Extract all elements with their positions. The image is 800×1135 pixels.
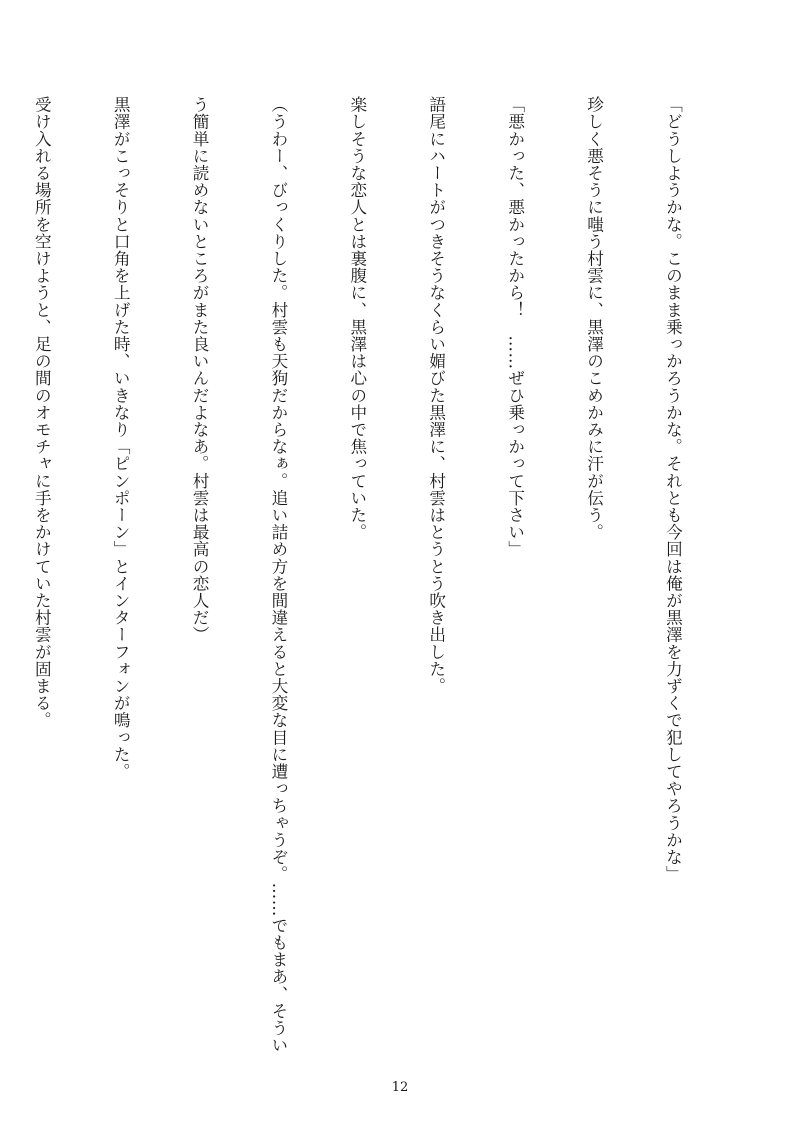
text-line: う簡単に読めないところがまた良いんだよなあ。村雲は最高の恋人だ）: [190, 96, 210, 644]
vertical-text-body: [0, 96, 738, 1076]
text-line: 受け入れる場所を空けようと、足の間のオモチャに手をかけていた村雲が固まる。: [32, 96, 52, 729]
text-line: （うわー、びっくりした。村雲も天狗だからなぁ。追い詰め方を間違えると大変な目に遭っちゃうぞ。……でもまあ、そうい: [268, 96, 288, 1054]
text-line: 語尾にハートがつきそうなくらい媚びた黒澤に、村雲はとうとう吹き出した。: [426, 96, 446, 695]
text-line: 黒澤がこっそりと口角を上げた時、いきなり「ピンポーン」とインターフォンが鳴った。: [111, 96, 131, 780]
text-line: 楽しそうな恋人とは裏腹に、黒澤は心の中で焦っていた。: [347, 96, 367, 541]
page-number: 12: [391, 1080, 409, 1095]
text-line: 「どうしようかな。このまま乗っかろうかな。それとも今回は俺が黒澤を力ずくで犯してやろうかな」: [663, 96, 683, 883]
text-line: 「悪かった、悪かったから！ ……ぜひ乗っかって下さい」: [505, 96, 525, 558]
text-line: 珍しく悪そうに嗤う村雲に、黒澤のこめかみに汗が伝う。: [584, 96, 604, 541]
